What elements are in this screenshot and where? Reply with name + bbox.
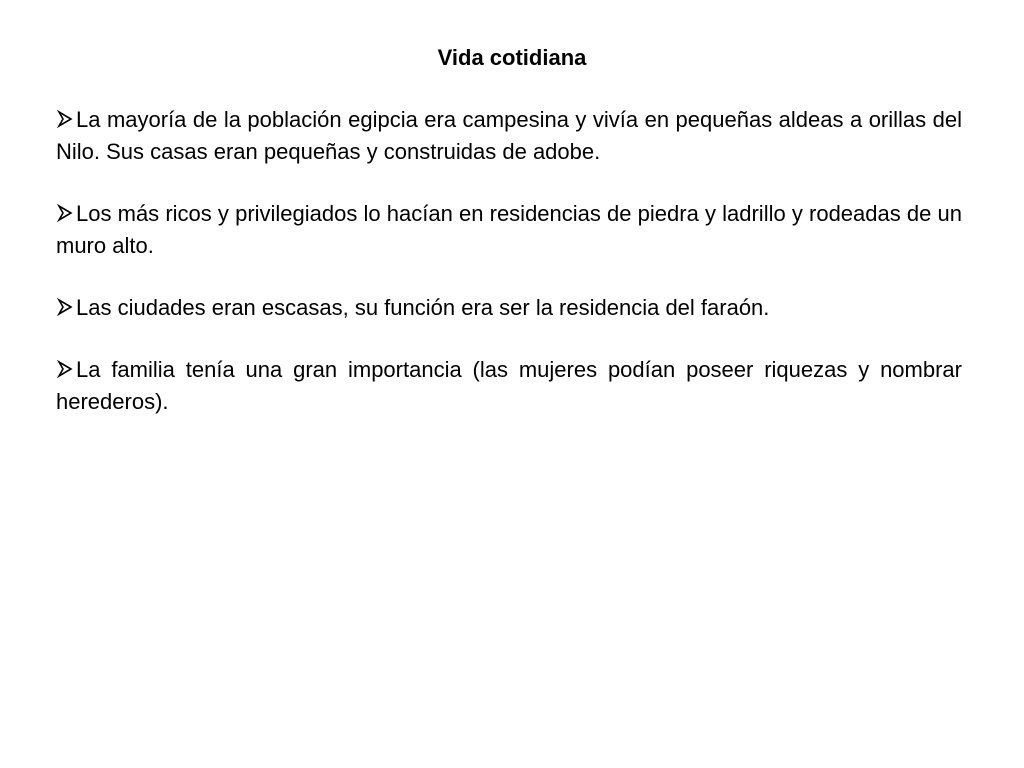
bullet-item xyxy=(56,292,962,324)
bullet-item xyxy=(56,354,962,418)
bullet-text: La mayoría de la población egipcia era campesina y vivía en pequeñas aldeas a orillas del Nilo. Sus casas eran pequeñas y construidas de adobe. xyxy=(56,107,962,164)
bullet-text: Los más ricos y privilegiados lo hacían en residencias de piedra y ladrillo y rodeadas de un muro alto. xyxy=(56,201,962,258)
arrow-bullet-icon xyxy=(56,358,74,380)
bullet-item xyxy=(56,104,962,168)
arrow-bullet-icon xyxy=(56,108,74,130)
bullet-list xyxy=(56,104,962,418)
arrow-bullet-icon xyxy=(56,202,74,224)
bullet-text: Las ciudades eran escasas, su función era ser la residencia del faraón. xyxy=(76,295,770,320)
arrow-bullet-icon xyxy=(56,296,74,318)
bullet-item xyxy=(56,198,962,262)
bullet-text: La familia tenía una gran importancia (las mujeres podían poseer riquezas y nombrar herederos). xyxy=(56,357,962,414)
slide-title: Vida cotidiana xyxy=(437,45,587,70)
